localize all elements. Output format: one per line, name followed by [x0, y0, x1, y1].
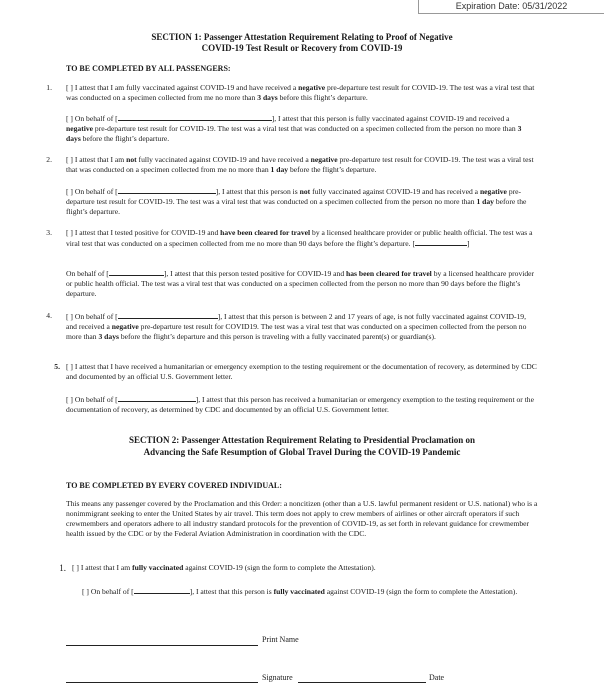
- text-segment: by a licensed healthcare provider or public health official. The test was a viral test that was conducted on a specimen collected from the person no more than 90 days before the flight’s departure.: [66, 269, 535, 298]
- name-blank-field[interactable]: [118, 311, 218, 319]
- s1-item3-self[interactable]: [66, 228, 538, 249]
- print-name-line[interactable]: [66, 645, 258, 646]
- text-segment: before the flight’s departure.: [80, 134, 170, 143]
- section2-subtitle: TO BE COMPLETED BY EVERY COVERED INDIVIDUAL:: [66, 481, 282, 490]
- emphasis-text: negative: [479, 187, 507, 196]
- date-label: Date: [429, 673, 445, 682]
- name-blank-field[interactable]: [118, 113, 272, 121]
- s1-item5-self[interactable]: [66, 362, 548, 382]
- text-segment: fully vaccinated against COVID-19 and has received a: [310, 187, 480, 196]
- emphasis-text: negative: [310, 155, 338, 164]
- section2-intro: This means any passenger covered by the Proclamation and this Order: a noncitizen (other than a U.S. lawful permanent resident or U.S. national) who is a nonimmigrant seeking to enter the United States by air travel. This term does not apply to crew members of airlines or other aircraft operators if such crewmembers and operators adhere to all industry standard protocols for the prevention of COVID-19, as set forth in relevant guidance for crewmember health issued by the CDC or by the Federal Aviation Administration in coordination with the CDC.: [66, 499, 538, 538]
- emphasis-text: negative: [111, 322, 139, 331]
- text-segment: pre-departure test result for COVID-19. The test was a viral test that was conducted on a specimen collected from the person no more than: [93, 124, 518, 133]
- item-number: 1.: [46, 83, 52, 92]
- emphasis-text: have been cleared for travel: [220, 228, 311, 237]
- emphasis-text: not: [126, 155, 137, 164]
- text-segment: before this flight’s departure.: [277, 93, 368, 102]
- text-segment: [ ] On behalf of [: [66, 312, 118, 321]
- text-segment: [ ] On behalf of [: [66, 114, 118, 123]
- name-blank-field[interactable]: [109, 268, 164, 276]
- s1-item2-self[interactable]: [66, 155, 538, 175]
- text-segment: against COVID-19 (sign the form to complete the Attestation).: [183, 563, 376, 572]
- item-number: 3.: [46, 228, 52, 237]
- text-segment: [ ] On behalf of [: [66, 395, 118, 404]
- text-segment: [ ] I attest that I am fully vaccinated against COVID-19 and have received a: [66, 83, 299, 92]
- s2-item1-behalf[interactable]: [82, 586, 538, 597]
- emphasis-text: 3 days: [98, 332, 119, 341]
- text-segment: ], I attest that this person has received a humanitarian or emergency exemption to the testing requirement or the documentation of recovery, as determined by CDC and documented by an official U.S. Government letter.: [66, 395, 534, 414]
- item-number: 1.: [59, 563, 66, 573]
- expiration-date: Expiration Date: 05/31/2022: [418, 0, 604, 14]
- text-segment: [ ] On behalf of [: [82, 587, 134, 596]
- text-segment: before the flight’s departure.: [66, 197, 527, 216]
- item-number: 4.: [46, 311, 52, 320]
- emphasis-text: negative: [298, 83, 326, 92]
- date-line[interactable]: [298, 682, 426, 683]
- section1-title-line2: COVID-19 Test Result or Recovery from COVID-19: [201, 43, 403, 53]
- text-segment: ], I attest that this person is: [189, 587, 274, 596]
- emphasis-text: 3 days: [257, 93, 278, 102]
- emphasis-text: fully vaccinated: [273, 587, 325, 596]
- item-number: 5.: [54, 362, 60, 371]
- text-segment: fully vaccinated against COVID-19 and have received a: [136, 155, 311, 164]
- text-segment: [ ] I attest that I have received a humanitarian or emergency exemption to the testing requirement or the documentation of recovery, as determined by CDC and documented by an official U.S. Government letter.: [66, 362, 537, 381]
- text-segment: [ ] I attest that I am: [72, 563, 133, 572]
- text-segment: before the flight’s departure and this person is traveling with a fully vaccinated parent(s) or guardian(s).: [118, 332, 436, 341]
- item-number: 2.: [46, 155, 52, 164]
- s1-item5-behalf[interactable]: [66, 394, 548, 415]
- s1-item2-behalf[interactable]: [66, 186, 538, 217]
- emphasis-text: 1 day: [270, 165, 289, 174]
- text-segment: [ ] I attest that I am: [66, 155, 127, 164]
- text-segment: [ ] On behalf of [: [66, 187, 118, 196]
- s1-item3-behalf[interactable]: [66, 268, 538, 299]
- text-segment: [ ] I attest that I tested positive for COVID-19 and: [66, 228, 221, 237]
- section2-title-line1: SECTION 2: Passenger Attestation Requirement Relating to Presidential Proclamation on: [128, 435, 476, 445]
- text-segment: ], I attest that this person is between 2 and 17 years of age, is not fully vaccinated against COVID-19, and received a: [66, 312, 526, 331]
- name-blank-field[interactable]: [415, 238, 467, 246]
- text-segment: ], I attest that this person is fully vaccinated against COVID-19 and received a: [271, 114, 510, 123]
- text-segment: by a licensed healthcare provider or public health official. The test was a viral test that was conducted on a specimen collected from me no more than 90 days before the flight’s departure. [: [66, 228, 533, 248]
- emphasis-text: 3 days: [66, 124, 522, 143]
- s1-item1-self[interactable]: [66, 83, 538, 103]
- signature-line[interactable]: [66, 682, 258, 683]
- emphasis-text: negative: [66, 124, 93, 133]
- text-segment: pre-departure test result for COVID-19. The test was a viral test that was conducted on a specimen collected from me no more than: [66, 155, 534, 174]
- section1-subtitle: TO BE COMPLETED BY ALL PASSENGERS:: [66, 64, 231, 73]
- s1-item1-behalf[interactable]: [66, 113, 538, 144]
- text-segment: pre-departure test result for COVID-19. The test was a viral test that was conducted on a specimen collected from me no more than: [66, 83, 535, 102]
- text-segment: On behalf of [: [66, 269, 109, 278]
- text-segment: ]: [466, 239, 470, 248]
- text-segment: pre-departure test result for COVID-19. The test was a viral test that was conducted on a specimen collected from the person no more than: [66, 187, 522, 206]
- emphasis-text: has been cleared for travel: [346, 269, 432, 278]
- emphasis-text: 1 day: [476, 197, 494, 206]
- name-blank-field[interactable]: [118, 394, 196, 402]
- text-segment: ], I attest that this person tested positive for COVID-19 and: [163, 269, 347, 278]
- text-segment: before the flight’s departure.: [288, 165, 377, 174]
- emphasis-text: fully vaccinated: [132, 563, 184, 572]
- section1-title-line1: SECTION 1: Passenger Attestation Requirement Relating to Proof of Negative: [151, 32, 453, 42]
- s2-item1-self[interactable]: [72, 563, 538, 573]
- section2-title-line2: Advancing the Safe Resumption of Global Travel During the COVID-19 Pandemic: [143, 447, 461, 457]
- signature-label: Signature: [262, 673, 293, 682]
- text-segment: ], I attest that this person is: [215, 187, 300, 196]
- s1-item4-self[interactable]: [66, 311, 538, 342]
- text-segment: pre-departure test result for COVID19. The test was a viral test that was conducted on a specimen collected from the person no more than: [66, 322, 527, 341]
- name-blank-field[interactable]: [134, 586, 190, 594]
- print-name-label: Print Name: [262, 635, 299, 644]
- name-blank-field[interactable]: [118, 186, 216, 194]
- emphasis-text: not: [299, 187, 311, 196]
- text-segment: against COVID-19 (sign the form to complete the Attestation).: [324, 587, 518, 596]
